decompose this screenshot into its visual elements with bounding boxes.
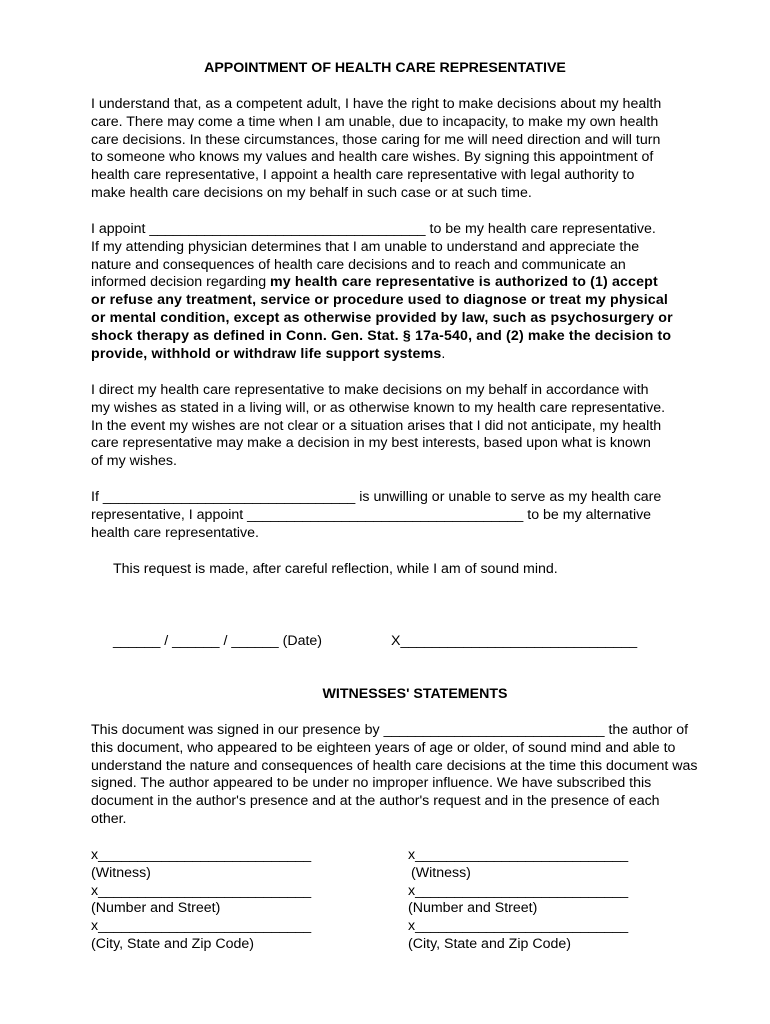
period: . (441, 345, 446, 362)
direct-line: I direct my health care representative to make decisions on my behalf in accordance with (91, 382, 649, 398)
witness-2-city-label: (City, State and Zip Code) (408, 935, 571, 952)
authority-bold-text: shock therapy as defined in Conn. Gen. Stat. § 17a-540, and (2) make the decision to (91, 327, 672, 344)
witness-1-block (91, 847, 311, 954)
appoint-line-8 (91, 346, 711, 364)
witness-paragraph (91, 722, 741, 829)
witness-statement-line: document in the author's presence and at the author's request and in the presence of each (91, 793, 660, 810)
witness-2-label: (Witness) (411, 864, 471, 881)
alternate-line[interactable]: representative, I appoint ___________________________________ to be my alternative (91, 506, 652, 523)
witness-statement-line: signed. The author appeared to be under no improper influence. We have subscribed this (91, 775, 652, 792)
witness-1-street-label: (Number and Street) (91, 900, 221, 917)
appoint-line-1 (91, 221, 711, 239)
appoint-prefix: I appoint (91, 221, 146, 237)
witness-1-label: (Witness) (91, 864, 151, 881)
authority-bold-text: my health care representative is authorized to (1) accept (270, 274, 658, 291)
date-field[interactable]: ______ / ______ / ______ (Date) (113, 633, 323, 649)
witness-heading: WITNESSES' STATEMENTS (322, 686, 508, 702)
alternate-paragraph (91, 489, 711, 542)
direct-line: of my wishes. (91, 453, 177, 470)
witness-2-street-field[interactable]: x___________________________ (408, 882, 629, 899)
witness-2-block (408, 847, 628, 954)
witness-1-signature-field[interactable]: x___________________________ (91, 847, 312, 863)
representative-name-field[interactable]: ___________________________________ (149, 221, 426, 237)
intro-line: health care representative, I appoint a health care representative with legal authority to (91, 167, 635, 184)
witness-statement-line: This document was signed in our presence by ____________________________ the author of (91, 722, 689, 738)
intro-line: make health care decisions on my behalf in such case or at such time. (91, 184, 532, 201)
witness-1-city-label: (City, State and Zip Code) (91, 935, 254, 952)
appoint-normal-text: informed decision regarding (91, 274, 271, 291)
authority-bold-text: or mental condition, except as otherwise provided by law, such as psychosurgery or (91, 309, 673, 326)
witness-statement-line: understand the nature and consequences of health care decisions at the time this document was (91, 757, 698, 774)
direct-line: my wishes as stated in a living will, or as otherwise known to my health care representative. (91, 399, 666, 416)
appoint-line-4 (91, 274, 711, 292)
witness-1-city-field[interactable]: x___________________________ (91, 918, 312, 935)
authority-bold-text: or refuse any treatment, service or procedure used to diagnose or treat my physical (91, 292, 668, 309)
intro-paragraph (91, 96, 711, 203)
witness-statement-line: this document, who appeared to be eighteen years of age or older, of sound mind and able to (91, 739, 676, 756)
witness-1-street-field[interactable]: x___________________________ (91, 882, 312, 899)
direct-line: In the event my wishes are not clear or a situation arises that I did not anticipate, my health (91, 417, 662, 434)
sound-mind-statement: This request is made, after careful reflection, while I am of sound mind. (113, 561, 558, 577)
signature-field[interactable]: X______________________________ (391, 633, 638, 649)
document-title: APPOINTMENT OF HEALTH CARE REPRESENTATIVE (204, 60, 566, 76)
witness-2-city-field[interactable]: x___________________________ (408, 918, 629, 935)
witness-2-signature-field[interactable]: x___________________________ (408, 847, 629, 863)
intro-line: care decisions. In these circumstances, those caring for me will need direction and will turn (91, 131, 661, 148)
appoint-paragraph (91, 221, 711, 363)
direct-line: care representative may make a decision in my best interests, based upon what is known (91, 435, 651, 452)
direct-paragraph (91, 382, 711, 471)
intro-line: to someone who knows my values and health care wishes. By signing this appointment of (91, 149, 654, 166)
intro-line: I understand that, as a competent adult, I have the right to make decisions about my health (91, 96, 662, 112)
witness-2-street-label: (Number and Street) (408, 900, 538, 917)
authority-bold-text: provide, withhold or withdraw life support systems (91, 345, 442, 362)
witness-statement-line: other. (91, 810, 127, 827)
appoint-line: nature and consequences of health care decisions and to reach and communicate an (91, 256, 626, 273)
alternate-line: health care representative. (91, 524, 259, 541)
intro-line: care. There may come a time when I am unable, due to incapacity, to make my own health (91, 113, 659, 130)
appoint-suffix: to be my health care representative. (429, 221, 656, 237)
appoint-line: If my attending physician determines that I am unable to understand and appreciate the (91, 238, 640, 255)
alternate-line[interactable]: If ________________________________ is unwilling or unable to serve as my health care (91, 489, 662, 505)
